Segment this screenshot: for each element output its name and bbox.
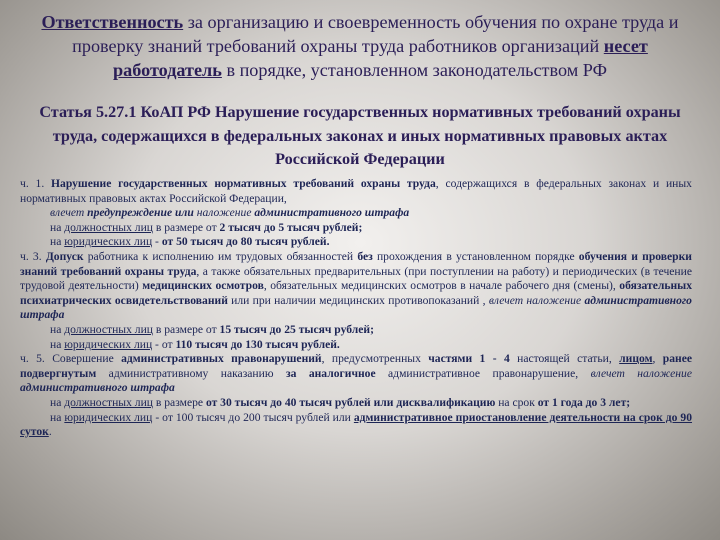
part3-officials-c: в размере от xyxy=(152,322,220,336)
part3-legal-d: 110 тысяч до 130 тысяч рублей. xyxy=(175,337,340,351)
slide-heading xyxy=(24,10,696,82)
part5-b5: за аналогичное xyxy=(285,366,376,380)
part1-penalty-c: наложение xyxy=(193,206,255,220)
part3-b6: административного штрафа xyxy=(20,293,692,322)
part5-officials-f: от 1 года до 3 лет; xyxy=(537,395,631,409)
part3-t1: работника к исполнению им трудовых обязанностей xyxy=(83,249,358,263)
part5-lead: ч. 5. xyxy=(20,352,53,366)
part5-t3: настоящей статьи, xyxy=(509,352,620,366)
part1-officials xyxy=(20,221,692,236)
part5-b1: административных правонарушений xyxy=(121,352,322,366)
part5-b4: ранее подвергнутым xyxy=(20,352,692,380)
part1-officials-c: в размере от xyxy=(152,220,220,234)
part5-t7: влечет наложение xyxy=(590,366,692,380)
part1-text: , содержащихся в федеральных законах и иных нормативных правовых актах Российской Федерации, xyxy=(20,177,692,205)
part5-paragraph xyxy=(20,352,692,396)
part3-paragraph xyxy=(20,250,692,323)
part1-officials-d: 2 тысяч до 5 тысяч рублей; xyxy=(219,220,363,234)
part3-b1: Допуск xyxy=(45,249,84,263)
part3-legal-b: юридических лиц xyxy=(64,337,153,351)
part5-officials-c: в размере xyxy=(152,395,206,409)
part5-t1: Совершение xyxy=(52,352,122,366)
part1-legal xyxy=(20,235,692,250)
part5-officials xyxy=(20,396,692,411)
part5-t4: , xyxy=(652,352,663,366)
part1-legal-d: от 50 тысяч до 80 тысяч рублей. xyxy=(161,235,330,249)
part5-legal-b: юридических лиц xyxy=(64,410,153,424)
heading-text: за организацию и своевременность обучения по охране труда и проверку знаний требований охраны труда работников организаций xyxy=(72,12,679,56)
part1-bold: Нарушение государственных нормативных требований охраны труда xyxy=(51,177,436,190)
part5-officials-d: от 30 тысяч до 40 тысяч рублей или дисквалификацию xyxy=(205,395,496,409)
part3-t5: или при наличии медицинских противопоказаний xyxy=(227,293,483,307)
part1-penalty-d: административного штрафа xyxy=(254,206,410,220)
part3-b2: без xyxy=(357,249,373,263)
part1-penalty xyxy=(20,206,692,221)
part5-legal xyxy=(20,411,692,440)
part1-legal-a: на xyxy=(50,235,65,249)
part3-lead: ч. 3. xyxy=(20,249,46,263)
part3-officials-b: должностных лиц xyxy=(64,322,153,336)
part3-t3: , а также обязательных предварительных (при поступлении на работу) и периодических (в течение трудовой деятельности) xyxy=(20,264,692,293)
part3-b5: обязательных психиатрических освидетельствований xyxy=(20,279,693,307)
part1-officials-b: должностных лиц xyxy=(64,220,153,234)
part3-legal-c: - от xyxy=(152,337,176,351)
part5-t6: административное правонарушение, xyxy=(375,366,591,380)
part3-b4: медицинских осмотров xyxy=(142,279,264,293)
part3-legal-a: на xyxy=(50,337,65,351)
part3-officials-a: на xyxy=(50,322,65,336)
part3-legal xyxy=(20,338,692,353)
heading-employer: несет работодатель xyxy=(113,36,648,80)
part5-t2: , предусмотренных xyxy=(321,352,429,366)
article-title: Статья 5.27.1 КоАП РФ Нарушение государственных нормативных требований охраны труда, содержащихся в федеральных законах и иных нормативных правовых актах Российской Федерации xyxy=(39,103,681,168)
part3-t4: , обязательных медицинских осмотров в начале рабочего дня (смены), xyxy=(263,279,620,293)
part5-legal-a: на xyxy=(50,410,65,424)
part3-t2: прохождения в установленном порядке xyxy=(372,249,579,263)
part5-legal-e: . xyxy=(48,425,52,439)
part5-officials-a: на xyxy=(50,395,65,409)
part3-officials-d: 15 тысяч до 25 тысяч рублей; xyxy=(219,322,374,336)
part1-legal-c: - xyxy=(152,235,162,249)
part5-b3: лицом xyxy=(619,352,653,366)
article-body xyxy=(20,177,692,440)
part1-lead: ч. 1. xyxy=(20,177,52,190)
part5-officials-b: должностных лиц xyxy=(64,395,153,409)
part3-officials xyxy=(20,323,692,338)
part5-b6: административного штрафа xyxy=(20,381,175,395)
part5-officials-e: на срок xyxy=(495,395,538,409)
heading-responsibility: Ответственность xyxy=(41,12,184,32)
part1-penalty-b: предупреждение или xyxy=(87,206,194,220)
part5-legal-c: - от 100 тысяч до 200 тысяч рублей или xyxy=(152,410,354,424)
part5-t5: административному наказанию xyxy=(96,366,286,380)
part3-b3: обучения и проверки знаний требований охраны труда xyxy=(20,249,692,278)
part3-t6: , влечет наложение xyxy=(482,293,585,307)
part5-legal-d: административное приостановление деятельности на срок до 90 суток xyxy=(20,410,693,439)
part5-b2: частями 1 - 4 xyxy=(428,352,510,366)
heading-text-end: в порядке, установленном законодательством РФ xyxy=(221,60,607,80)
part1-penalty-a: влечет xyxy=(50,206,88,220)
part1-officials-a: на xyxy=(50,220,65,234)
part1-paragraph xyxy=(20,177,692,206)
part1-legal-b: юридических лиц xyxy=(64,235,153,249)
